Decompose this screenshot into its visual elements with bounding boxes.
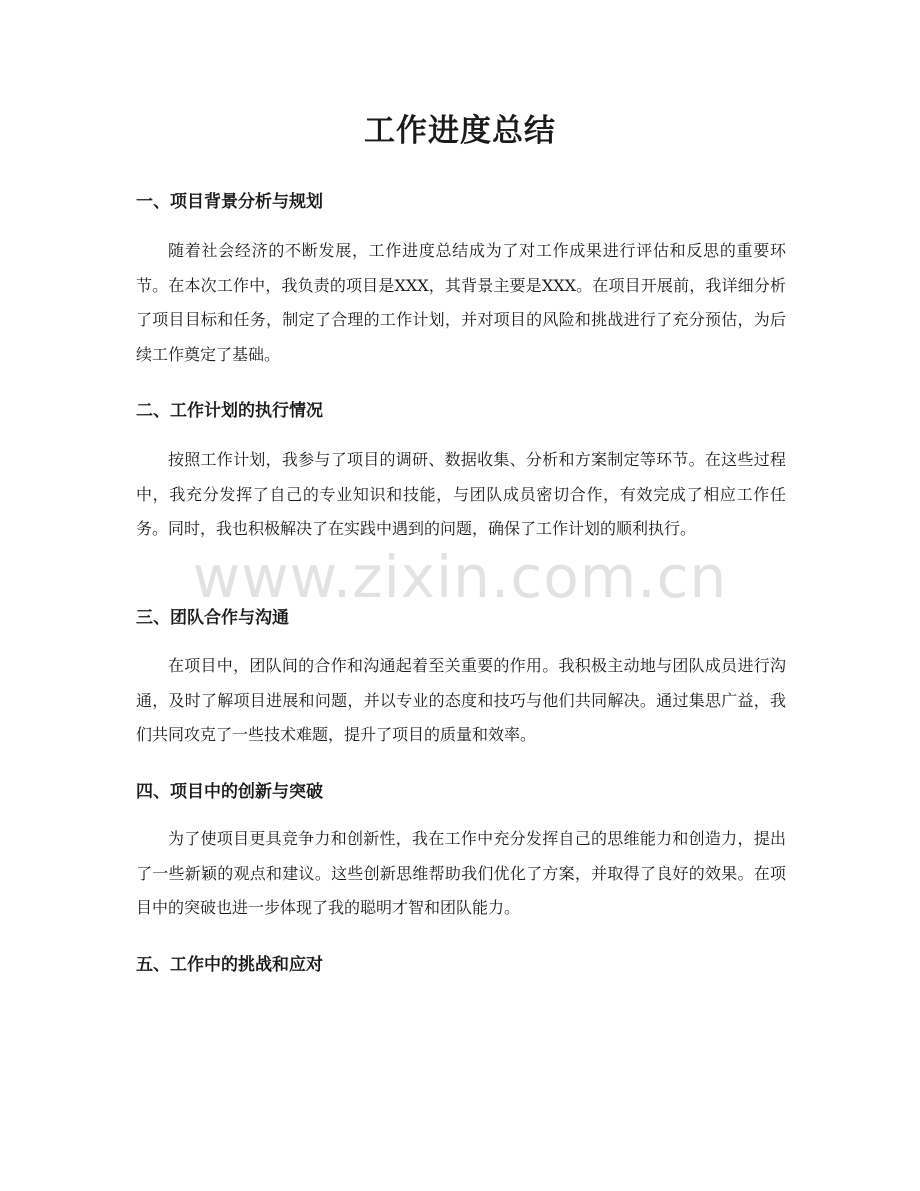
section-paragraph-4: 为了使项目更具竞争力和创新性，我在工作中充分发挥自己的思维能力和创造力，提出了一些新颖的观点和建议。这些创新思维帮助我们优化了方案，并取得了良好的效果。在项目中的突破也进一步体现了我的聪明才智和团队能力。: [136, 829, 786, 917]
document-title: 工作进度总结: [364, 113, 556, 149]
section-heading-3: 三、团队合作与沟通: [136, 608, 289, 628]
watermark-text: www.zixin.com.cn: [192, 543, 728, 611]
section-paragraph-3: 在项目中，团队间的合作和沟通起着至关重要的作用。我积极主动地与团队成员进行沟通，及时了解项目进展和问题，并以专业的态度和技巧与他们共同解决。通过集思广益，我们共同攻克了一些技术难题，提升了项目的质量和效率。: [136, 656, 786, 744]
section-paragraph-2: 按照工作计划，我参与了项目的调研、数据收集、分析和方案制定等环节。在这些过程中，我充分发挥了自己的专业知识和技能，与团队成员密切合作，有效完成了相应工作任务。同时，我也积极解决了在实践中遇到的问题，确保了工作计划的顺利执行。: [136, 450, 786, 538]
section-paragraph-1: 随着社会经济的不断发展，工作进度总结成为了对工作成果进行评估和反思的重要环节。在本次工作中，我负责的项目是XXX，其背景主要是XXX。在项目开展前，我详细分析了项目目标和任务，制定了合理的工作计划，并对项目的风险和挑战进行了充分预估，为后续工作奠定了基础。: [136, 241, 786, 364]
section-heading-1: 一、项目背景分析与规划: [136, 192, 323, 212]
section-heading-4: 四、项目中的创新与突破: [136, 782, 323, 802]
section-heading-2: 二、工作计划的执行情况: [136, 401, 323, 421]
section-heading-5: 五、工作中的挑战和应对: [136, 955, 323, 975]
